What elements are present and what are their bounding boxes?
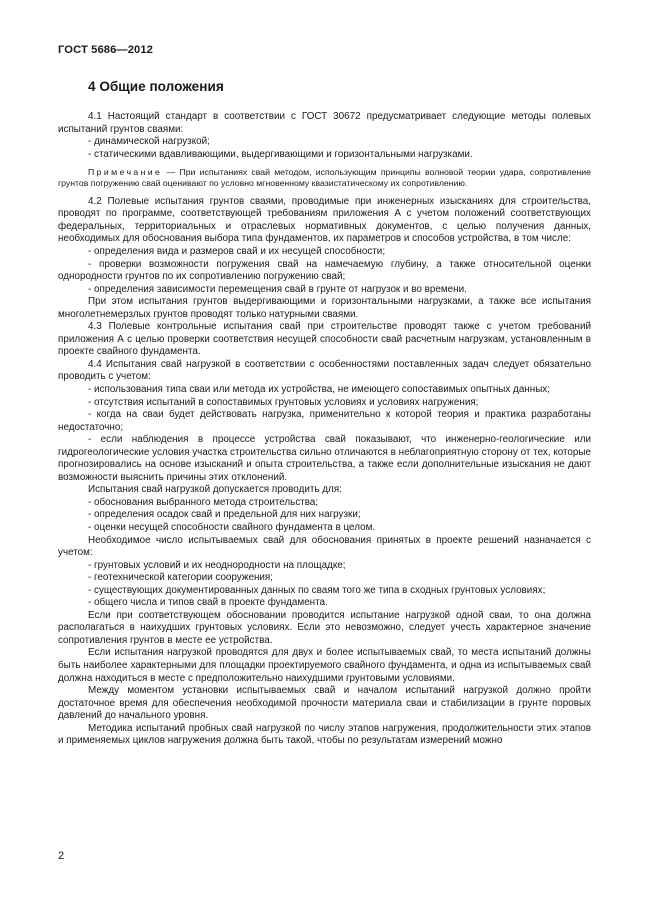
list-item: - определения зависимости перемещения свай в грунте от нагрузок и во времени. <box>88 283 467 295</box>
list-item: - если наблюдения в процессе устройства свай показывают, что инженерно-геологические или гидрогеологические условия участка строительства сильно отличаются в неблагоприятную сторону от тех, которые прогнозировались на основе изысканий и опыта строительства, а также если дополнительные изыскания не дают возможности выяснить причины этих отклонений. <box>58 434 591 483</box>
list-item: - проверки возможности погружения свай на намечаемую глубину, а также относительной оценки однородности грунтов по их сопротивлению погружению свай; <box>58 258 591 283</box>
document-header: ГОСТ 5686—2012 <box>58 44 154 56</box>
list-item: - определения вида и размеров свай и их несущей способности; <box>88 245 386 257</box>
list-item: - обоснования выбранного метода строительства; <box>88 496 319 508</box>
note-text: — При испытаниях свай методом, использующим принципы волновой теории удара, сопротивление грунтов погружению свай оценивают по условно мгновенному квазистатическому их сопротивлению. <box>58 167 591 189</box>
paragraph-4-2: 4.2 Полевые испытания грунтов сваями, проводимые при инженерных изысканиях для строительства, проводят по программе, соответствующей требованиям приложения А с учетом положений соответствующих федеральных, территориальных и отраслевых нормативных документов, с целью получения данных, необходимых для обоснования выбора типа фундаментов, их параметров и способов устройства, в том числе: <box>58 195 591 245</box>
paragraph: Если при соответствующем обосновании проводится испытание нагрузкой одной сваи, то она должна располагаться в наихудших грунтовых условиях. Если это невозможно, следует учесть характерное значение сопротивления грунтов в месте ее устройства. <box>58 609 591 646</box>
note-label: Примечание <box>88 167 163 178</box>
list-item: - общего числа и типов свай в проекте фундамента. <box>88 597 328 609</box>
list-item: - оценки несущей способности свайного фундамента в целом. <box>88 522 376 533</box>
list-item: - динамической нагрузкой; <box>88 136 210 148</box>
list-item: - когда на сваи будет действовать нагрузка, применительно к которой теория и практика разработаны недостаточно; <box>58 409 591 433</box>
note <box>58 167 591 190</box>
list-item: - использования типа сваи или метода их устройства, не имеющего сопоставимых опытных данных; <box>88 383 550 395</box>
paragraph-4-3: 4.3 Полевые контрольные испытания свай при строительстве проводят также с учетом требований приложения А с целью проверки соответствия несущей способности свай расчетным нагрузкам, установленным в проекте свайного фундамента. <box>58 321 591 358</box>
list-item: - существующих документированных данных по сваям того же типа в сходных грунтовых условиях; <box>88 584 546 596</box>
section-heading: 4 Общие положения <box>88 79 224 94</box>
document-body <box>58 111 591 748</box>
paragraph: Если испытания нагрузкой проводятся для двух и более испытываемых свай, то места испытаний должны быть наиболее характерными для площадки проектируемого свайного фундамента, и одна из испытываемых свай должна находиться в месте с предположительно наихудшими грунтовыми условиями. <box>58 647 591 684</box>
list-item: - статическими вдавливающими, выдергивающими и горизонтальными нагрузками. <box>88 148 473 160</box>
paragraph: Необходимое число испытываемых свай для обоснования принятых в проекте решений назначается с учетом: <box>58 534 591 559</box>
paragraph-4-4: 4.4 Испытания свай нагрузкой в соответствии с особенностями поставленных задач следует обязательно проводить с учетом: <box>58 358 591 383</box>
page-number: 2 <box>58 850 65 862</box>
list-item: - отсутствия испытаний в сопоставимых грунтовых условиях и условиях нагружения; <box>88 396 479 408</box>
paragraph: Испытания свай нагрузкой допускается проводить для: <box>88 484 342 496</box>
paragraph-4-1: 4.1 Настоящий стандарт в соответствии с ГОСТ 30672 предусматривает следующие методы полевых испытаний грунтов сваями: <box>58 111 591 135</box>
list-item: - грунтовых условий и их неоднородности на площадке; <box>88 559 346 571</box>
list-item: - геотехнической категории сооружения; <box>88 572 274 584</box>
paragraph: Методика испытаний пробных свай нагрузкой по числу этапов нагружения, продолжительности этих этапов и применяемых циклов нагружения должна быть такой, чтобы по результатам измерений можно <box>58 722 591 747</box>
paragraph: Между моментом установки испытываемых свай и началом испытаний нагрузкой должно пройти достаточное время для обеспечения необходимой прочности материала сваи и стабилизации в грунте поровых давлений до начального уровня. <box>58 685 591 722</box>
paragraph: При этом испытания грунтов выдергивающими и горизонтальными нагрузками, а также все испытания многолетнемерзлых грунтов проводят только натурными сваями. <box>58 296 591 320</box>
list-item: - определения осадок свай и предельной для них нагрузки; <box>88 509 361 521</box>
